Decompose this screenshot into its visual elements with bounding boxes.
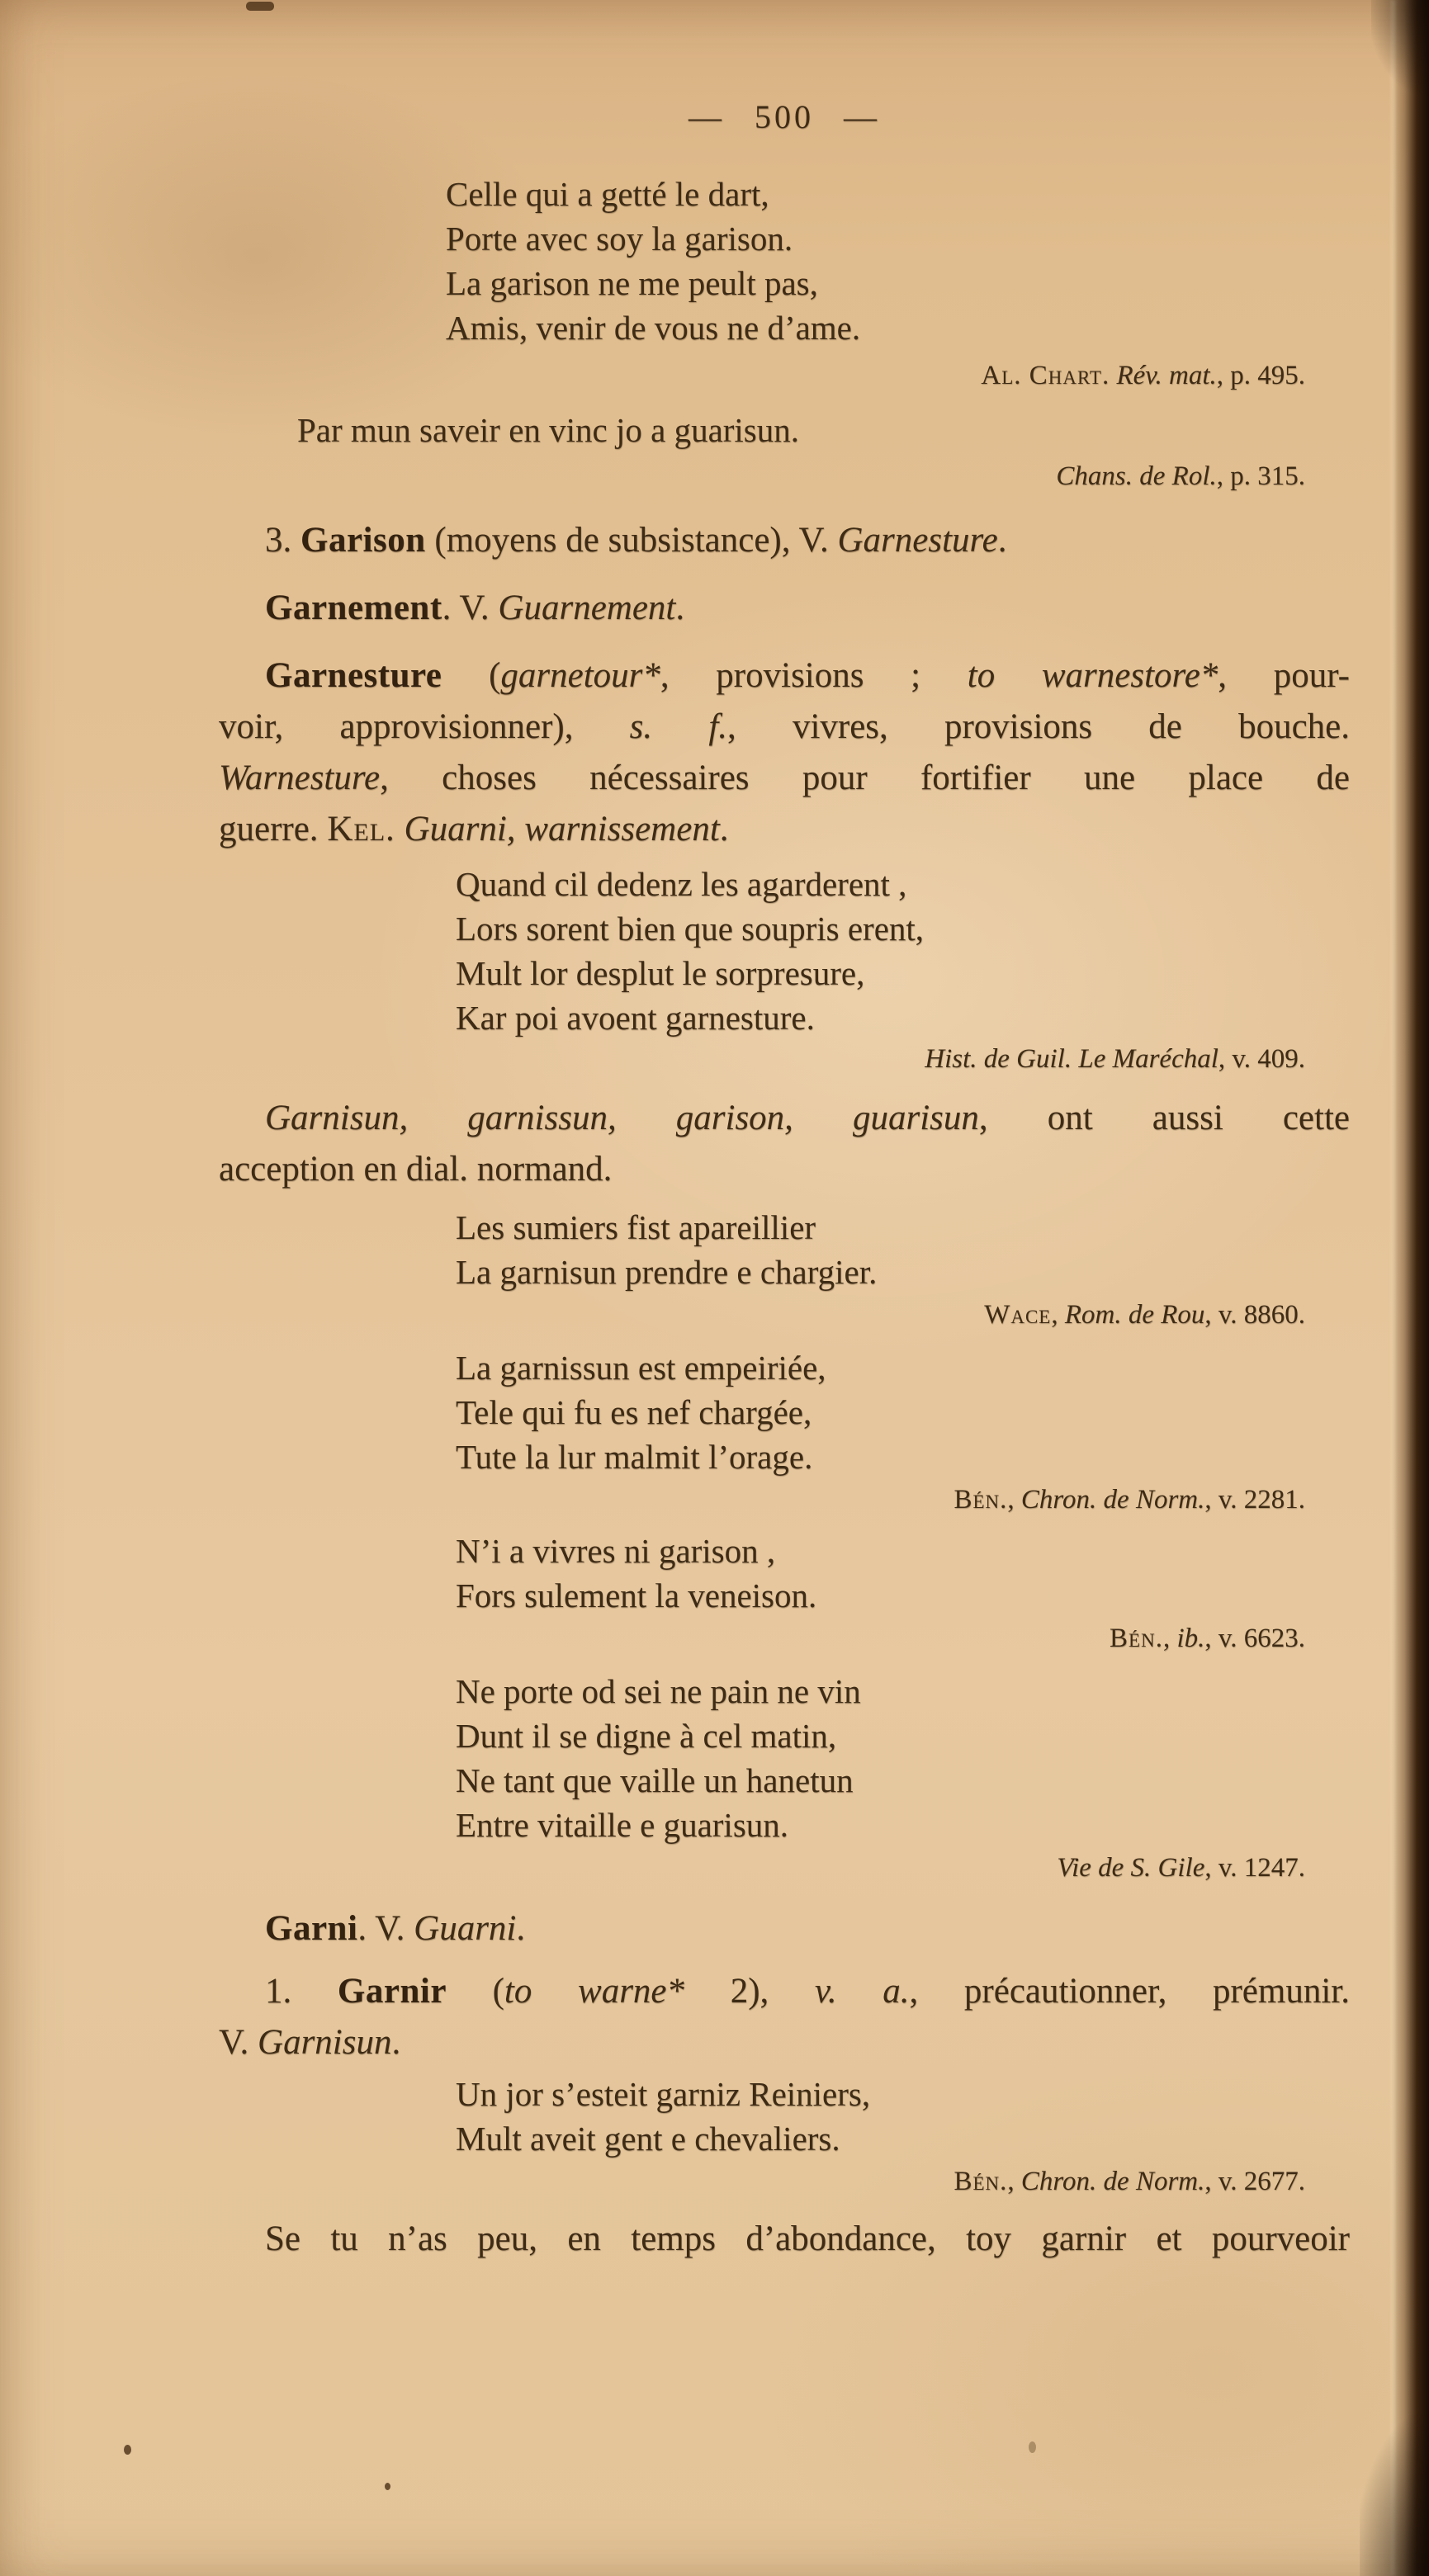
paragraph-garnisun-variants bbox=[219, 1093, 1350, 1195]
citation-reference: , v. 2281. bbox=[1204, 1485, 1305, 1515]
entry-text: . bbox=[516, 1909, 526, 1948]
verse-line: Kar poi avoent garnesture. bbox=[456, 999, 815, 1037]
verse-line: Mult lor desplut le sorpresure, bbox=[456, 954, 865, 992]
variant-term: Warnesture bbox=[219, 759, 381, 797]
etymon-term: to warnestore* bbox=[967, 656, 1218, 695]
verse-quote-8 bbox=[456, 2072, 870, 2161]
verse-line: Ne porte od sei ne pain ne vin bbox=[456, 1672, 861, 1710]
entry-text: 2), bbox=[684, 1972, 815, 2011]
citation-2 bbox=[1056, 459, 1305, 494]
entry-line bbox=[219, 1093, 1350, 1144]
entry-text: voir, approvisionner), bbox=[219, 707, 630, 746]
citation-work: Vie de S. Gile bbox=[1057, 1853, 1205, 1883]
variant-term: Guarni, warnissement bbox=[404, 810, 720, 848]
variant-term: Garnisun, garnissun, garison, guarisun bbox=[265, 1099, 979, 1137]
etymon-term: garnetour* bbox=[500, 656, 660, 695]
entry-text: , ont aussi cette bbox=[978, 1099, 1350, 1137]
citation-author: Bén. bbox=[1110, 1624, 1163, 1653]
entry-text: (moyens de subsistance), V. bbox=[425, 521, 838, 560]
entry-number: 1. bbox=[265, 1972, 338, 2011]
entry-garnement bbox=[219, 583, 1350, 634]
entry-line bbox=[219, 583, 1350, 634]
citation-reference: , v. 409. bbox=[1218, 1044, 1305, 1074]
paper-speck bbox=[246, 2, 274, 11]
citation-5 bbox=[954, 1482, 1306, 1517]
entry-text: , précautionner, prémunir. bbox=[909, 1972, 1350, 2011]
verse-line: Ne tant que vaille un hanetun bbox=[456, 1761, 854, 1799]
citation-work: Rév. mat. bbox=[1116, 361, 1217, 390]
citation-separator: , bbox=[1051, 1300, 1065, 1330]
citation-reference: , p. 315. bbox=[1216, 461, 1305, 491]
entry-garison bbox=[219, 515, 1350, 566]
etymon-term: to warne* bbox=[504, 1972, 685, 2011]
entry-line bbox=[219, 2214, 1350, 2265]
entry-text bbox=[395, 810, 405, 848]
entry-text: ( bbox=[442, 656, 501, 695]
entry-text: guerre. bbox=[219, 810, 328, 848]
entry-text: V. bbox=[219, 2023, 258, 2062]
verse-quote-5 bbox=[456, 1345, 826, 1479]
verse-line: Dunt il se digne à cel matin, bbox=[456, 1717, 837, 1755]
entry-garnir bbox=[219, 1966, 1350, 2068]
entry-line bbox=[219, 1144, 1350, 1195]
citation-separator: , bbox=[1007, 2167, 1021, 2196]
entry-text: , provisions ; bbox=[660, 656, 968, 695]
citation-reference: , v. 8860. bbox=[1204, 1300, 1305, 1330]
book-binding-corner-bottom bbox=[1360, 2345, 1429, 2576]
verse-quote-6 bbox=[456, 1529, 816, 1618]
verse-line: Amis, venir de vous ne d’ame. bbox=[446, 309, 861, 347]
paper-speck bbox=[124, 2445, 131, 2455]
entry-text: ( bbox=[446, 1972, 504, 2011]
verse-quote-2 bbox=[297, 408, 799, 452]
citation-1 bbox=[981, 358, 1305, 393]
entry-text: acception en dial. normand. bbox=[219, 1150, 613, 1189]
entry-line bbox=[219, 515, 1350, 566]
verse-quote-3 bbox=[456, 862, 924, 1040]
entry-text: . V. bbox=[442, 588, 499, 627]
citation-work: Chans. de Rol. bbox=[1056, 461, 1217, 491]
entry-garnesture bbox=[219, 650, 1350, 855]
cross-reference: Guarnement bbox=[498, 588, 676, 627]
book-binding-corner-top bbox=[1371, 0, 1429, 124]
verse-line: Lors sorent bien que soupris erent, bbox=[456, 910, 925, 948]
entry-garni bbox=[219, 1903, 1350, 1954]
entry-line bbox=[219, 804, 1350, 855]
citation-work: Rom. de Rou bbox=[1064, 1300, 1205, 1330]
entry-text: . V. bbox=[357, 1909, 414, 1948]
citation-work: Hist. de Guil. Le Maréchal bbox=[925, 1044, 1218, 1074]
verse-line: Les sumiers fist apareillier bbox=[456, 1208, 816, 1246]
verse-line: Par mun saveir en vinc jo a guarisun. bbox=[297, 411, 800, 449]
citation-work: ib. bbox=[1176, 1624, 1205, 1653]
citation-work: Chron. de Norm. bbox=[1020, 1485, 1205, 1515]
page-number: — 500 — bbox=[688, 98, 880, 135]
verse-line: Mult aveit gent e chevaliers. bbox=[456, 2120, 840, 2158]
citation-4 bbox=[984, 1297, 1305, 1332]
entry-text: . bbox=[675, 588, 685, 627]
citation-author: Bén. bbox=[953, 2167, 1008, 2196]
citation-reference: , v. 2677. bbox=[1204, 2167, 1305, 2196]
citation-author: Bén. bbox=[953, 1485, 1008, 1515]
book-binding-shadow bbox=[1391, 0, 1429, 2576]
citation-7 bbox=[1057, 1850, 1305, 1885]
citation-separator: , bbox=[1162, 1624, 1177, 1653]
headword: Garni bbox=[265, 1909, 358, 1948]
headword: Garnir bbox=[337, 1972, 447, 2011]
citation-8 bbox=[954, 2164, 1306, 2199]
grammar-label: v. a. bbox=[814, 1972, 910, 2011]
paper-speck bbox=[385, 2483, 390, 2490]
entry-line bbox=[219, 650, 1350, 702]
entry-text: Se tu n’as peu, en temps d’abondance, toy garnir et pourveoir bbox=[265, 2219, 1350, 2258]
citation-author: Al. Chart. bbox=[981, 361, 1110, 390]
entry-line bbox=[219, 753, 1350, 804]
citation-3 bbox=[925, 1042, 1305, 1076]
entry-line bbox=[219, 2017, 1350, 2068]
entry-text: , choses nécessaires pour fortifier une place de bbox=[380, 759, 1350, 797]
entry-text: . bbox=[719, 810, 729, 848]
verse-line: Tute la lur malmit l’orage. bbox=[456, 1438, 813, 1476]
entry-text: , vivres, provisions de bouche. bbox=[727, 707, 1350, 746]
quote-continuation-line bbox=[219, 2214, 1350, 2265]
verse-line: Un jor s’esteit garniz Reiniers, bbox=[456, 2075, 871, 2113]
citation-author: Wace bbox=[984, 1300, 1052, 1330]
citation-reference: , v. 6623. bbox=[1204, 1624, 1305, 1653]
citation-reference: , v. 1247. bbox=[1204, 1853, 1305, 1883]
verse-line: Fors sulement la veneison. bbox=[456, 1576, 817, 1614]
verse-quote-7 bbox=[456, 1669, 861, 1847]
cross-reference: Guarni bbox=[414, 1909, 517, 1948]
cross-reference: Garnisun bbox=[258, 2023, 392, 2062]
citation-separator: , bbox=[1007, 1485, 1021, 1515]
entry-text: . bbox=[391, 2023, 401, 2062]
headword: Garnesture bbox=[265, 656, 442, 695]
entry-line bbox=[219, 702, 1350, 753]
verse-line: N’i a vivres ni garison , bbox=[456, 1532, 776, 1570]
verse-line: Quand cil dedenz les agarderent , bbox=[456, 865, 907, 903]
headword: Garnement bbox=[265, 588, 442, 627]
verse-line: Tele qui fu es nef chargée, bbox=[456, 1393, 812, 1431]
verse-line: La garison ne me peult pas, bbox=[446, 264, 818, 302]
citation-6 bbox=[1110, 1621, 1305, 1656]
verse-quote-4 bbox=[456, 1205, 877, 1294]
entry-line bbox=[219, 1903, 1350, 1954]
verse-quote-1 bbox=[446, 172, 860, 350]
cross-reference: Garnesture bbox=[837, 521, 998, 560]
verse-line: Porte avec soy la garison. bbox=[446, 220, 793, 258]
citation-reference: , p. 495. bbox=[1216, 361, 1305, 390]
verse-line: La garnissun est empeiriée, bbox=[456, 1349, 826, 1387]
paper-speck bbox=[1029, 2441, 1036, 2453]
entry-line bbox=[219, 1966, 1350, 2017]
verse-line: Celle qui a getté le dart, bbox=[446, 175, 769, 213]
citation-work: Chron. de Norm. bbox=[1020, 2167, 1205, 2196]
grammar-label: s. f. bbox=[629, 707, 728, 746]
source-abbreviation: Kel. bbox=[327, 810, 395, 848]
verse-line: Entre vitaille e guarisun. bbox=[456, 1806, 789, 1844]
entry-number: 3. bbox=[265, 521, 300, 560]
entry-text: , pour- bbox=[1218, 656, 1350, 695]
headword: Garison bbox=[300, 521, 426, 560]
entry-text: . bbox=[997, 521, 1007, 560]
verse-line: La garnisun prendre e chargier. bbox=[456, 1253, 878, 1291]
